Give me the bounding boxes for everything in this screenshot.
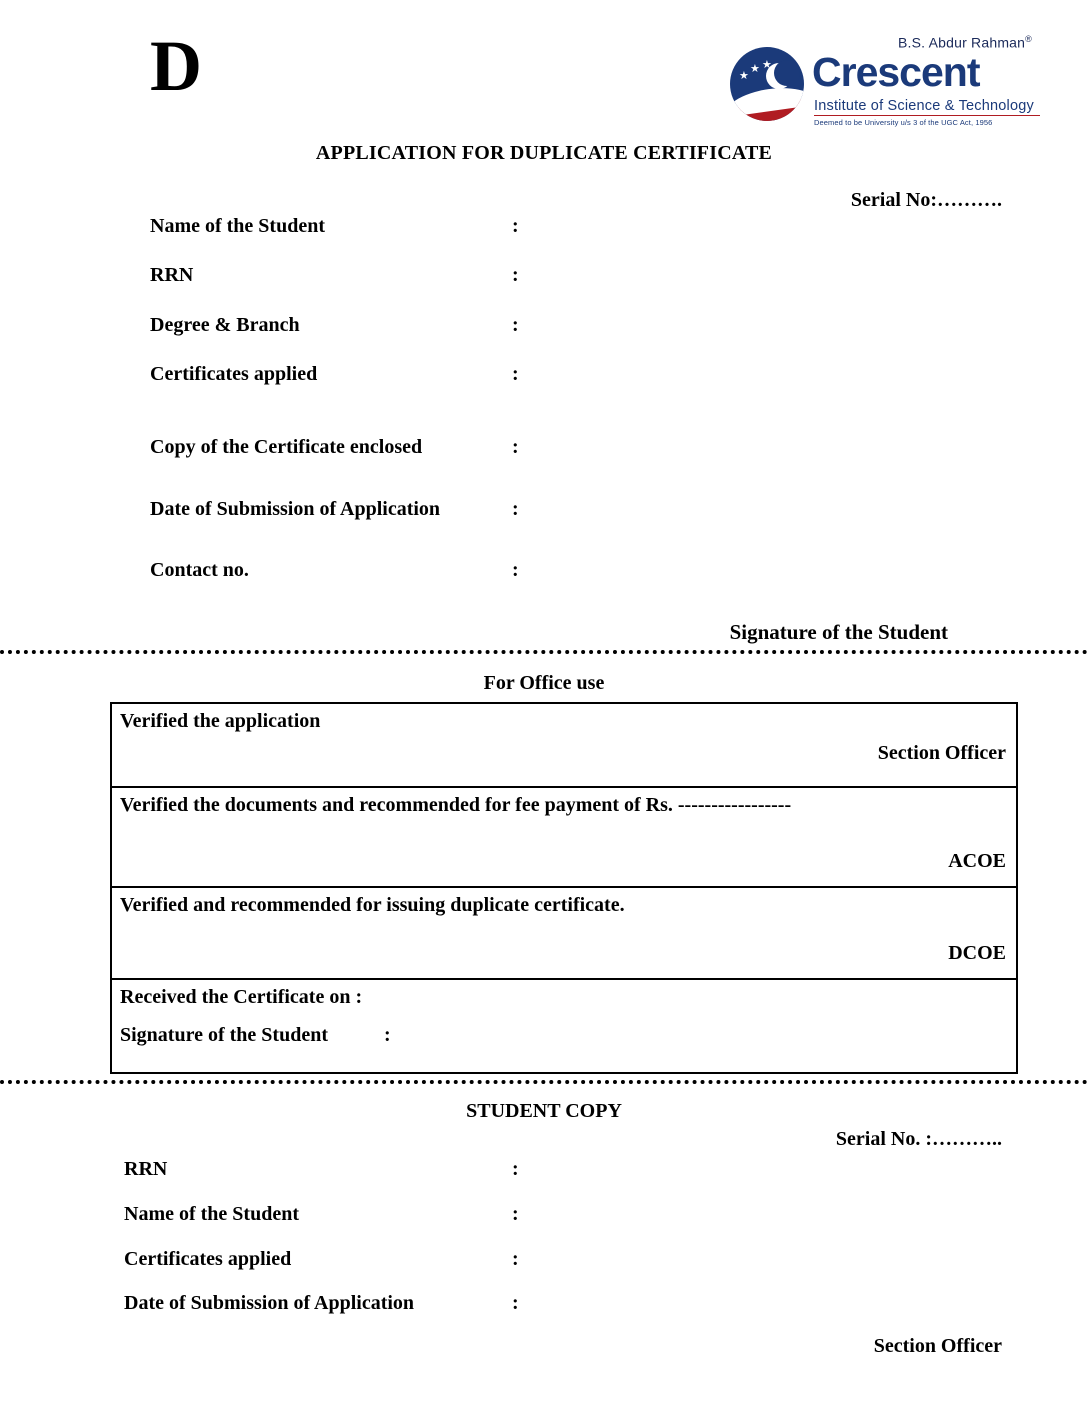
tear-line-top (0, 650, 1088, 654)
field-colon: : (512, 1158, 519, 1180)
office-row-signature-colon: : (384, 1024, 391, 1046)
field-label: Date of Submission of Application (124, 1292, 415, 1314)
office-use-table (110, 702, 1018, 1074)
office-row-signature-label: Signature of the Student (120, 1024, 328, 1046)
field-label: Copy of the Certificate enclosed (150, 436, 423, 458)
star-icon: ★ (739, 70, 749, 82)
star-icon: ★ (750, 63, 760, 75)
field-label: RRN (150, 264, 194, 286)
field-label: Contact no. (150, 559, 249, 581)
field-colon: : (512, 215, 519, 237)
student-copy-heading: STUDENT COPY (466, 1100, 622, 1122)
office-row-signatory: Section Officer (877, 742, 1006, 764)
field-colon: : (512, 1203, 519, 1225)
table-row (112, 704, 1016, 788)
serial-number-top: Serial No:………. (850, 189, 1002, 211)
office-row-text: Verified the application (120, 710, 321, 732)
field-label: Name of the Student (124, 1203, 299, 1225)
logo-top-text-label: B.S. Abdur Rahman (898, 34, 1026, 51)
field-label: RRN (124, 1158, 168, 1180)
signature-of-student-top: Signature of the Student (729, 620, 948, 644)
institution-logo (730, 34, 1040, 134)
office-use-heading: For Office use (483, 672, 605, 694)
office-row-signatory: DCOE (948, 942, 1006, 964)
star-icon: ★ (762, 59, 772, 71)
field-colon: : (512, 498, 519, 520)
field-label: Certificates applied (150, 363, 318, 385)
office-row-text: Verified and recommended for issuing duplicate certificate. (120, 894, 625, 916)
field-colon: : (512, 1292, 519, 1314)
tear-line-bottom (0, 1080, 1088, 1084)
field-colon: : (512, 559, 519, 581)
table-row (112, 888, 1016, 980)
moon-cut-shape (774, 60, 800, 86)
field-label: Certificates applied (124, 1248, 292, 1270)
logo-subtitle: Institute of Science & Technology (814, 98, 1034, 114)
field-label: Degree & Branch (150, 314, 300, 336)
logo-deemed-line: Deemed to be University u/s 3 of the UGC Act, 1956 (814, 118, 993, 127)
field-colon: : (512, 363, 519, 385)
office-row-text: Received the Certificate on : (120, 986, 363, 1008)
logo-divider (814, 115, 1040, 116)
section-officer-signature-bottom: Section Officer (873, 1335, 1002, 1357)
field-label: Name of the Student (150, 215, 325, 237)
logo-wordmark: Crescent (812, 49, 980, 95)
table-row (112, 788, 1016, 888)
field-colon: : (512, 1248, 519, 1270)
office-row-text: Verified the documents and recommended for fee payment of Rs. ----------------- (120, 794, 792, 816)
field-colon: : (512, 264, 519, 286)
registered-mark-icon: ® (1025, 34, 1032, 44)
office-row-signatory: ACOE (948, 850, 1006, 872)
field-colon: : (512, 314, 519, 336)
crescent-emblem-icon (730, 47, 804, 121)
page-title: APPLICATION FOR DUPLICATE CERTIFICATE (315, 142, 773, 164)
field-colon: : (512, 436, 519, 458)
table-row (112, 980, 1016, 1072)
serial-number-bottom: Serial No. :……….. (835, 1128, 1002, 1150)
form-code-letter: D (150, 26, 202, 106)
field-label: Date of Submission of Application (150, 498, 441, 520)
